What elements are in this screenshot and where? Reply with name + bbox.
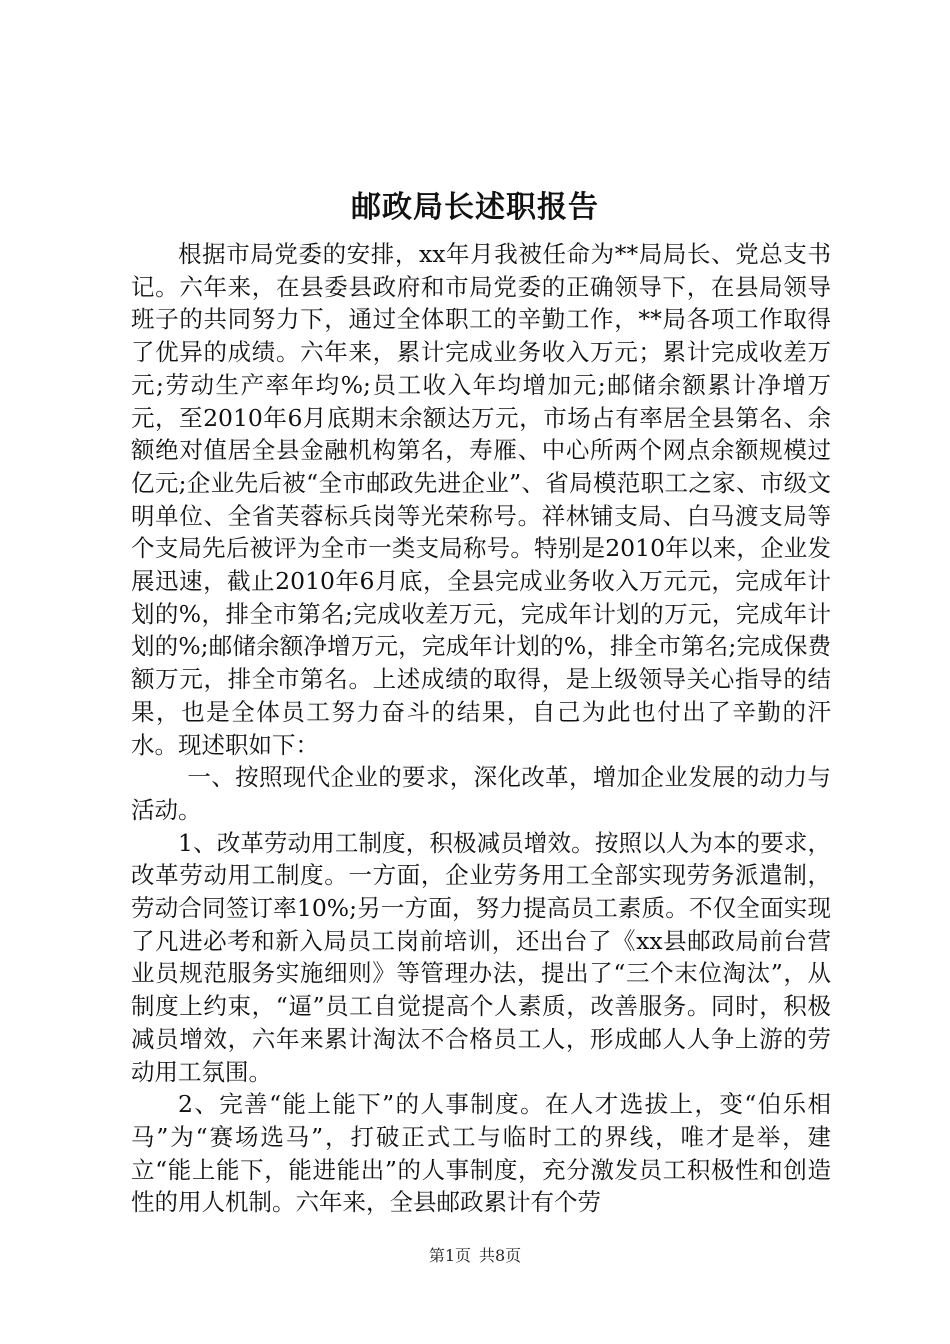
paragraph-item-1: 1、改革劳动用工制度，积极减员增效。按照以人为本的要求，改革劳动用工制度。一方面，企业劳务用工全部实现劳务派遣制，劳动合同签订率10%;另一方面，努力提高员工素质。不仅全面实现了凡进必考和新入局员工岗前培训，还出台了《xx县邮政局前台营业员规范服务实施细则》等管理办法，提出了“三个末位淘汰”，从制度上约束，“逼”员工自觉提高个人素质，改善服务。同时，积极减员增效，六年来累计淘汰不合格员工人，形成邮人人争上游的劳动用工氛围。 (131, 828, 831, 1086)
document-body (131, 238, 831, 1219)
page-total: 共8页 (479, 1246, 522, 1265)
paragraph-item-2: 2、完善“能上能下”的人事制度。在人才选拔上，变“伯乐相马”为“赛场选马”，打破正式工与临时工的界线，唯才是举，建立“能上能下，能进能出”的人事制度，充分激发员工积极性和创造性的用人机制。六年来，全县邮政累计有个劳 (131, 1090, 831, 1217)
document-title: 邮政局长述职报告 (351, 190, 599, 225)
paragraph-intro: 根据市局党委的安排，xx年月我被任命为**局局长、党总支书记。六年来，在县委县政府和市局党委的正确领导下，在县局领导班子的共同努力下，通过全体职工的辛勤工作，**局各项工作取得了优异的成绩。六年来，累计完成业务收入万元；累计完成收差万元;劳动生产率年均%;员工收入年均增加元;邮储余额累计净增万元，至2010年6月底期末余额达万元，市场占有率居全县第名、余额绝对值居全县金融机构第名，寿雁、中心所两个网点余额规模过亿元;企业先后被“全市邮政先进企业”、省局模范职工之家、市级文明单位、全省芙蓉标兵岗等光荣称号。祥林铺支局、白马渡支局等个支局先后被评为全市一类支局称号。特别是2010年以来，企业发展迅速，截止2010年6月底，全县完成业务收入万元元，完成年计划的%，排全市第名;完成收差万元，完成年计划的万元，完成年计划的%;邮储余额净增万元，完成年计划的%，排全市第名;完成保费额万元，排全市第名。上述成绩的取得，是上级领导关心指导的结果，也是全体员工努力奋斗的结果，自己为此也付出了辛勤的汗水。现述职如下： (131, 240, 831, 759)
page-number: 第1页 (428, 1246, 471, 1265)
section-heading-1: 一、按照现代企业的要求，深化改革，增加企业发展的动力与活动。 (131, 763, 831, 824)
page-footer (0, 1244, 950, 1268)
